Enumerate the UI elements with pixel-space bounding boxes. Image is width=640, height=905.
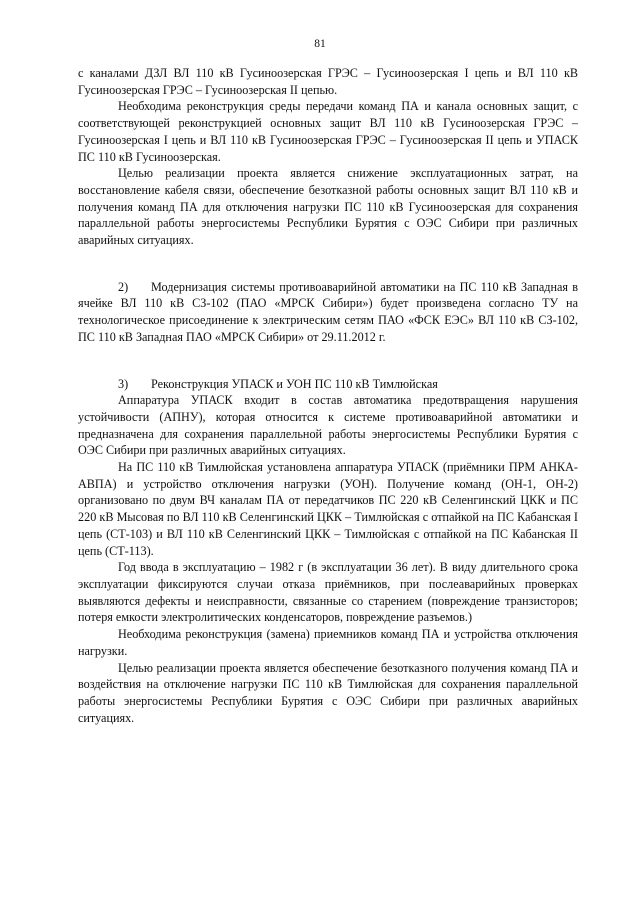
paragraph-upask-description: Аппаратура УПАСК входит в состав автоматика предотвращения нарушения устойчивости (АПНУ), которая относится к системе противоаварийной автоматики и предназначена для сохранения параллельной работы энергосистемы Республики Бурятия с ОЭС Сибири при различных аварийных ситуациях.: [78, 393, 578, 458]
list-item-3-text: Реконструкция УПАСК и УОН ПС 110 кВ Тимлюйская: [151, 376, 438, 391]
section-gap: [78, 249, 578, 279]
list-item-3-number: 3): [118, 376, 129, 391]
list-item-3: [78, 376, 578, 393]
paragraph-continuation: с каналами ДЗЛ ВЛ 110 кВ Гусиноозерская ГРЭС – Гусиноозерская I цепь и ВЛ 110 кВ Гусиноозерская ГРЭС – Гусиноозерская II цепью.: [78, 66, 578, 97]
paragraph-project-goal: Целью реализации проекта является снижение эксплуатационных затрат, на восстановление кабеля связи, обеспечение безотказной работы основных защит ВЛ 110 кВ и получения команд ПА для отключения нагрузки ПС 110 кВ Гусиноозерская для сохранения параллельной работы энергосистемы Республики Бурятия с ОЭС Сибири при различных аварийных ситуациях.: [78, 166, 578, 248]
list-item-2-number: 2): [118, 279, 129, 294]
paragraph-reconstruction-need: Необходима реконструкция среды передачи команд ПА и канала основных защит, с соответствующей реконструкцией основных защит ВЛ 110 кВ Гусиноозерская ГРЭС – Гусиноозерская I цепь и ВЛ 110 кВ Гусиноозерская ГРЭС – Гусиноозерская II цепь и УПАСК ПС 110 кВ Гусиноозерская.: [78, 99, 578, 164]
section-gap: [78, 346, 578, 376]
paragraph-timlyuiskaya-equipment: На ПС 110 кВ Тимлюйская установлена аппаратура УПАСК (приёмники ПРМ АНКА-АВПА) и устройство отключения нагрузки (УОН). Получение команд (ОН-1, ОН-2) организовано по двум ВЧ каналам ПА от передатчиков ПС 220 кВ Селенгинский ЦКК и ПС 220 кВ Мысовая по ВЛ 110 кВ Селенгинский ЦКК – Тимлюйская с отпайкой на ПС Кабанская I цепь (СТ-103) и ВЛ 110 кВ Селенгинский ЦКК – Тимлюйская с отпайкой на ПС Кабанская II цепь (СТ-113).: [78, 460, 578, 558]
paragraph-project-goal-2: Целью реализации проекта является обеспечение безотказного получения команд ПА и воздействия на отключение нагрузки ПС 110 кВ Тимлюйская для сохранения параллельной работы энергосистемы Республики Бурятия с ОЭС Сибири при различных аварийных ситуациях.: [78, 660, 578, 725]
list-item-2: [78, 279, 578, 346]
page-number: 81: [314, 38, 326, 50]
list-item-2-text: Модернизация системы противоаварийной автоматики на ПС 110 кВ Западная в ячейке ВЛ 110 кВ СЗ-102 (ПАО «МРСК Сибири») будет произведена согласно ТУ на технологическое присоединение к электрическим сетям ПАО «ФСК ЕЭС» ВЛ 110 кВ СЗ-102, ПС 110 кВ Западная ПАО «МРСК Сибири» от 29.11.2012 г.: [78, 279, 578, 344]
page-body: [78, 65, 578, 726]
paragraph-commissioning-year: Год ввода в эксплуатацию – 1982 г (в эксплуатации 36 лет). В виду длительного срока эксплуатации фиксируются случаи отказа приёмников, при послеаварийных проверках выявляются дефекты и неисправности, связанные со старением (повреждение транзисторов; потеря емкости электролитических конденсаторов, повреждение разъемов.): [78, 560, 578, 625]
paragraph-replacement-need: Необходима реконструкция (замена) приемников команд ПА и устройства отключения нагрузки.: [78, 627, 578, 658]
